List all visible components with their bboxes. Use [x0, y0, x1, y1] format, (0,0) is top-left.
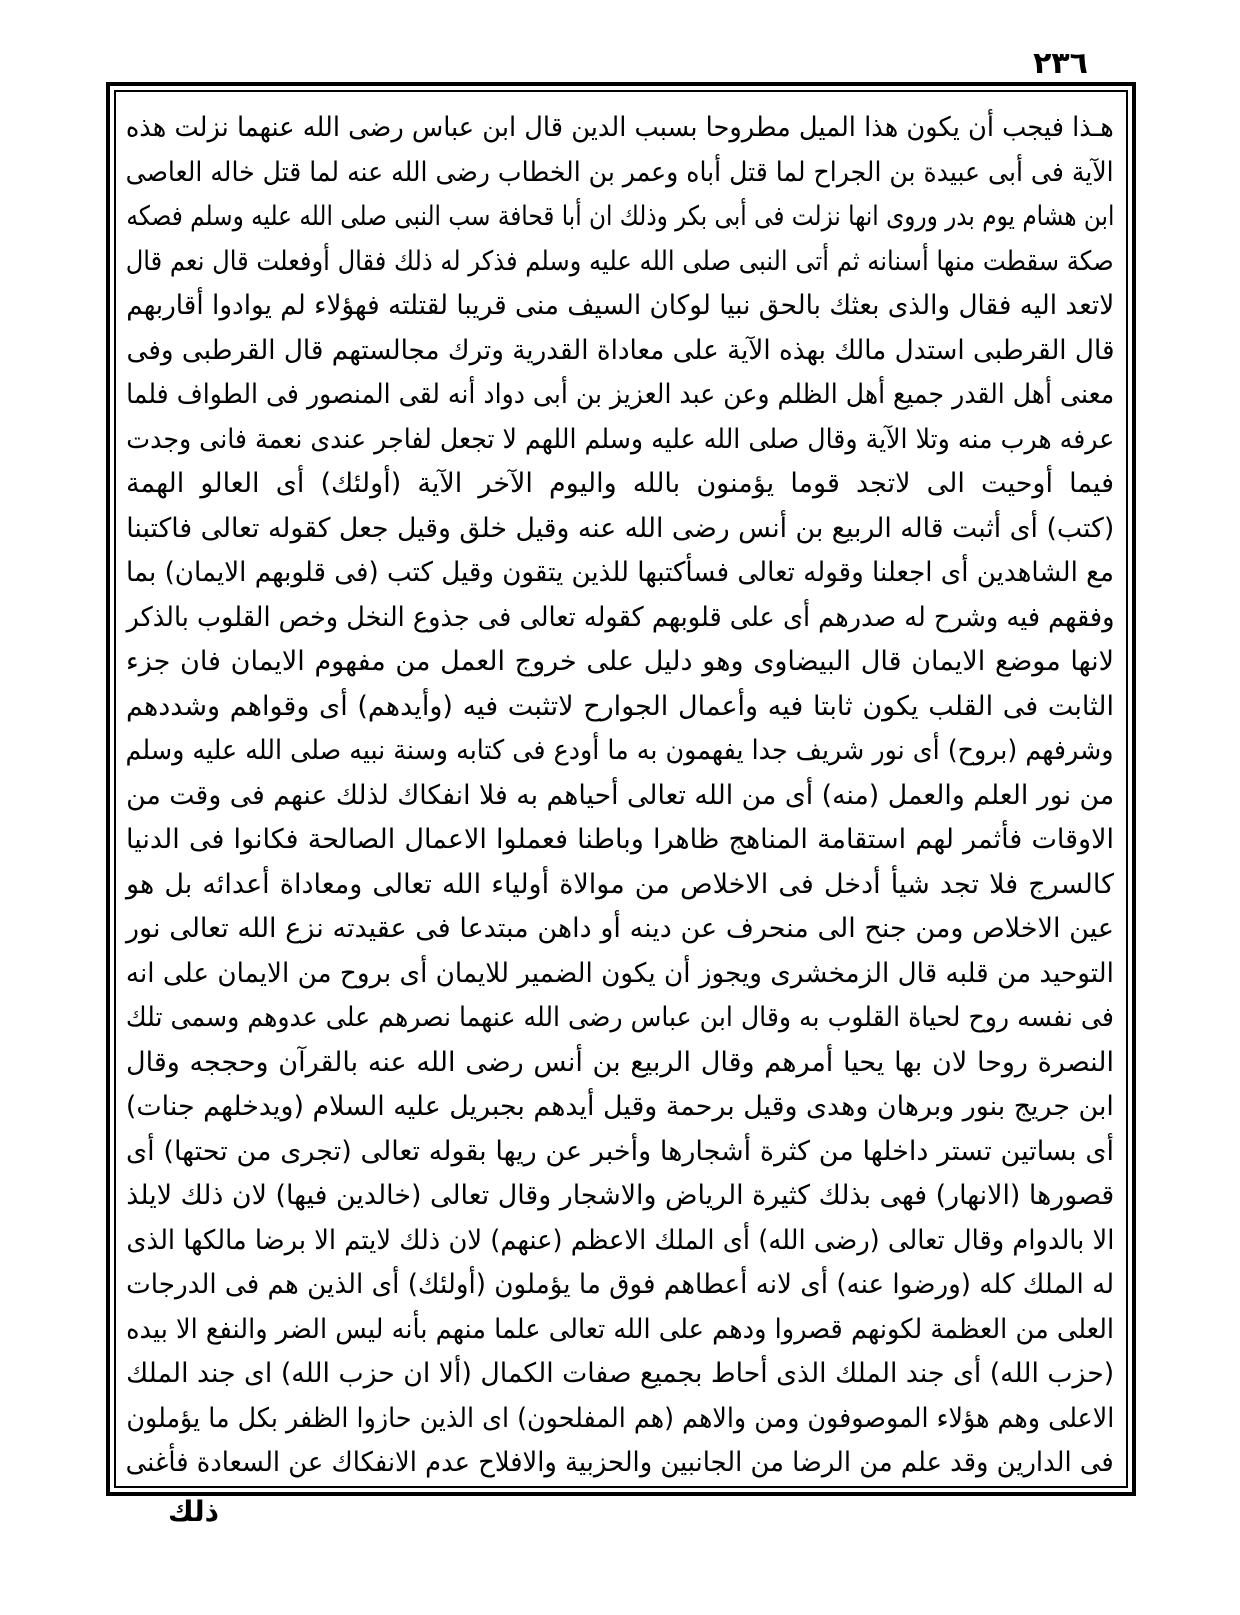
line-text: (كتب) أى أثبت قاله الربيع بن أنس رضى الله عنه وقيل خلق وقيل جعل كقوله تعالى فاكتبنا — [126, 512, 1114, 544]
text-line — [126, 418, 1114, 463]
text-line — [126, 507, 1114, 552]
line-text: التوحيد من قلبه قال الزمخشرى ويجوز أن يكون الضمير للايمان أى بروح من الايمان على انه — [126, 957, 1114, 989]
text-line — [126, 685, 1114, 730]
line-text: صكة سقطت منها أسنانه ثم أتى النبى صلى الله عليه وسلم فذكر له ذلك فقال أوفعلت قال نعم قال — [126, 245, 1114, 277]
text-line — [126, 596, 1114, 641]
text-line — [126, 106, 1114, 151]
line-text: الا بالدوام وقال تعالى (رضى الله) أى الملك الاعظم (عنهم) لان ذلك لايتم الا برضا مالكها الذى — [126, 1224, 1114, 1256]
line-text: عين الاخلاص ومن جنح الى منحرف عن دينه أو داهن مبتدعا فى عقيدته نزع الله تعالى نور — [126, 913, 1114, 944]
line-text: لانها موضع الايمان قال البيضاوى وهو دليل على خروج العمل من مفهوم الايمان فان جزء — [126, 646, 1114, 677]
line-text: عرفه هرب منه وتلا الآية وقال صلى الله عليه وسلم اللهم لا تجعل لفاجر عندى نعمة فانى وجدت — [126, 423, 1114, 455]
line-text: الاوقات فأثمر لهم استقامة المناهج ظاهرا وباطنا فعملوا الاعمال الصالحة فكانوا فى الدنيا — [126, 824, 1114, 855]
text-line — [126, 1352, 1114, 1397]
text-line — [126, 240, 1114, 285]
text-line — [126, 863, 1114, 908]
text-line — [126, 1041, 1114, 1086]
line-text: هـذا فيجب أن يكون هذا الميل مطروحا بسبب الدين قال ابن عباس رضى الله عنهما نزلت هذه — [126, 112, 1114, 143]
line-text: له الملك كله (ورضوا عنه) أى لانه أعطاهم فوق ما يؤملون (أولئك) أى الذين هم فى الدرجات — [126, 1269, 1114, 1300]
text-line — [126, 1263, 1114, 1308]
text-line — [126, 1308, 1114, 1353]
line-text: الثابت فى القلب يكون ثابتا فيه وأعمال الجوارح لاتثبت فيه (وأيدهم) أى وقواهم وشددهم — [126, 690, 1114, 722]
line-text: فيما أوحيت الى لاتجد قوما يؤمنون بالله واليوم الآخر الآية (أولئك) أى العالو الهمة — [126, 468, 1114, 499]
text-line — [126, 1441, 1114, 1486]
line-text: مع الشاهدين أى اجعلنا وقوله تعالى فسأكتبها للذين يتقون وقيل كتب (فى قلوبهم الايمان) بما — [126, 557, 1114, 588]
text-line — [126, 729, 1114, 774]
text-line — [126, 774, 1114, 819]
line-text: كالسرج فلا تجد شيأ أدخل فى الاخلاص من موالاة أولياء الله تعالى ومعاداة أعدائه بل هو — [126, 868, 1114, 900]
line-text: من نور العلم والعمل (منه) أى من الله تعالى أحياهم به فلا انفكاك لذلك عنهم فى وقت من — [126, 779, 1114, 811]
line-text: ابن هشام يوم بدر وروى انها نزلت فى أبى بكر وذلك ان أبا قحافة سب النبى صلى الله عليه وسلم فصكه — [126, 201, 1114, 232]
text-line — [126, 1219, 1114, 1264]
catchword: ذلك — [168, 1495, 219, 1528]
text-line — [126, 1085, 1114, 1130]
line-text: قصورها (الانهار) فهى بذلك كثيرة الرياض والاشجار وقال تعالى (خالدين فيها) لان ذلك لايلذ — [126, 1180, 1114, 1211]
line-text: قال القرطبى استدل مالك بهذه الآية على معاداة القدرية وترك مجالستهم قال القرطبى وفى — [126, 334, 1114, 366]
line-text: وفقهم فيه وشرح له صدرهم أى على قلوبهم كقوله تعالى فى جذوع النخل وخص القلوب بالذكر — [126, 601, 1114, 633]
line-text: الاعلى وهم هؤلاء الموصوفون ومن والاهم (هم المفلحون) اى الذين حازوا الظفر بكل ما يؤملون — [126, 1402, 1114, 1434]
line-text: العلى من العظمة لكونهم قصروا ودهم على الله تعالى علما منهم بأنه ليس الضر والنفع الا بيده — [126, 1313, 1114, 1345]
line-text: معنى أهل القدر جميع أهل الظلم وعن عبد العزيز بن أبى دواد أنه لقى المنصور فى الطواف فلما — [126, 379, 1114, 410]
page-number: ٢٣٦ — [1033, 46, 1088, 81]
line-text: فى الدارين وقد علم من الرضا من الجانبين والحزبية والافلاح عدم الانفكاك عن السعادة فأغنى — [126, 1447, 1114, 1478]
text-line — [126, 1174, 1114, 1219]
text-line — [126, 329, 1114, 374]
text-line — [126, 952, 1114, 997]
line-text: النصرة روحا لان بها يحيا أمرهم وقال الربيع بن أنس رضى الله عنه بالقرآن وحججه وقال — [126, 1046, 1114, 1078]
text-line — [126, 151, 1114, 196]
line-text: الآية فى أبى عبيدة بن الجراح لما قتل أباه وعمر بن الخطاب رضى الله عنه لما قتل خاله العاصى — [126, 156, 1114, 188]
text-line — [126, 996, 1114, 1041]
line-text: لاتعد اليه فقال والذى بعثك بالحق نبيا لوكان السيف منى قريبا لقتلته فهؤلاء لم يوادوا أقاربهم — [126, 290, 1114, 321]
text-line — [126, 373, 1114, 418]
text-line — [126, 1130, 1114, 1175]
text-line — [126, 818, 1114, 863]
text-line — [126, 640, 1114, 685]
text-line — [126, 195, 1114, 240]
line-text: فى نفسه روح لحياة القلوب به وقال ابن عباس رضى الله عنهما نصرهم على عدوهم وسمى تلك — [126, 1002, 1114, 1033]
text-line — [126, 462, 1114, 507]
text-line — [126, 1397, 1114, 1442]
text-block — [126, 106, 1114, 1486]
text-line — [126, 284, 1114, 329]
line-text: ابن جريج بنور وبرهان وهدى وقيل برحمة وقيل أيدهم بجبريل عليه السلام (ويدخلهم جنات) — [126, 1091, 1114, 1122]
line-text: (حزب الله) أى جند الملك الذى أحاط بجميع صفات الكمال (ألا ان حزب الله) اى جند الملك — [126, 1358, 1114, 1389]
text-line — [126, 907, 1114, 952]
line-text: أى بساتين تستر داخلها من كثرة أشجارها وأخبر عن ريها بقوله تعالى (تجرى من تحتها) أى — [126, 1135, 1114, 1167]
text-line — [126, 551, 1114, 596]
line-text: وشرفهم (بروح) أى نور شريف جدا يفهمون به ما أودع فى كتابه وسنة نبيه صلى الله عليه وسلم — [126, 735, 1114, 766]
